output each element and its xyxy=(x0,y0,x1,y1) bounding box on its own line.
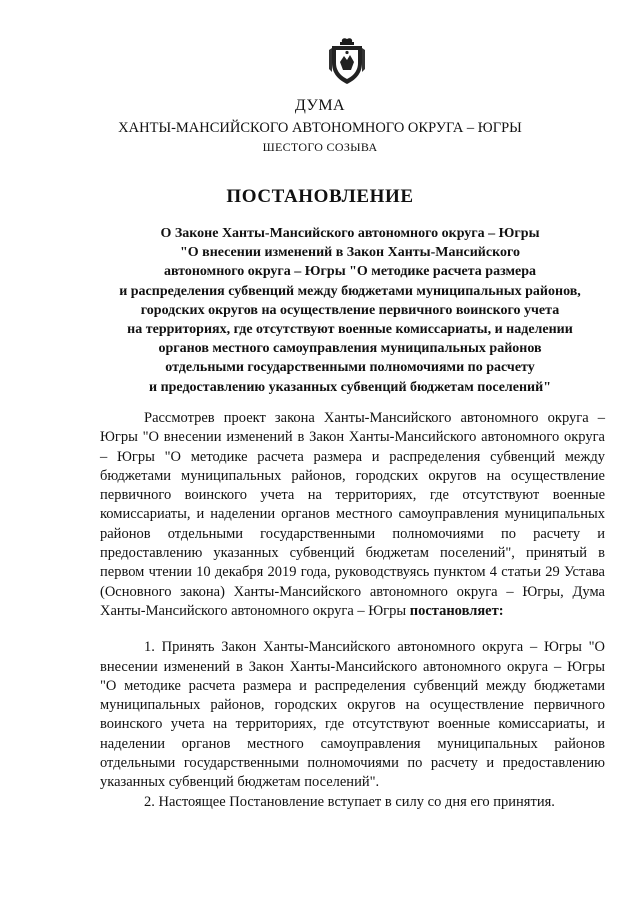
title-line: "О внесении изменений в Закон Ханты-Мансийского xyxy=(180,245,520,261)
preamble-text: Рассмотрев проект закона Ханты-Мансийского автономного округа – Югры "О внесении изменений в Закон Ханты-Мансийского автономного округа – Югры "О методике расчета размера и распределения субвенций между бюджетами муниципальных районов, городских округов на осуществление первичного воинского учета на территориях, где отсутствуют военные комиссариаты, и наделении органов местного самоуправления муниципальных районов отдельными государственными полномочиями по расчету и предоставлению указанных субвенций бюджетам поселений", принятый в первом чтении 10 декабря 2019 года, руководствуясь пунктом 4 статьи 29 Устава (Основного закона) Ханты-Мансийского автономного округа – Югры, Дума Ханты-Мансийского автономного округа – Югры xyxy=(100,410,605,619)
title-line: автономного округа – Югры "О методике расчета размера xyxy=(163,264,537,280)
title-line: отдельными государственными полномочиями по расчету xyxy=(165,360,535,376)
title-line: на территориях, где отсутствуют военные комиссариаты, и наделении xyxy=(127,322,573,338)
document-body xyxy=(100,409,605,812)
title-line: органов местного самоуправления муниципальных районов xyxy=(158,341,542,357)
title-line: и распределения субвенций между бюджетами муниципальных районов, xyxy=(119,283,581,299)
document-type: ПОСТАНОВЛЕНИЕ xyxy=(226,186,414,207)
organization-name: ДУМА xyxy=(294,97,346,114)
convocation: ШЕСТОГО СОЗЫВА xyxy=(262,140,378,154)
resolution-item-2: 2. Настоящее Постановление вступает в силу со дня его принятия. xyxy=(144,793,555,810)
organization-region: ХАНТЫ-МАНСИЙСКОГО АВТОНОМНОГО ОКРУГА – ЮГРЫ xyxy=(118,120,522,136)
coat-of-arms-icon xyxy=(327,36,367,86)
title-line: О Законе Ханты-Мансийского автономного округа – Югры xyxy=(160,226,540,241)
resolution-item-1: 1. Принять Закон Ханты-Мансийского автономного округа – Югры "О внесении изменений в Закон Ханты-Мансийского автономного округа – Югры "О методике расчета размера и распределения субвенций между бюджетами муниципальных районов, городских округов на осуществление первичного воинского учета на территориях, где отсутствуют военные комиссариаты, и наделении органов местного самоуправления муниципальных районов отдельными государственными полномочиями по расчету и предоставлению указанных субвенций бюджетам поселений". xyxy=(100,639,605,791)
resolves-verb: постановляет: xyxy=(409,602,504,619)
preamble-paragraph xyxy=(100,409,605,621)
title-line: городских округов на осуществление первичного воинского учета xyxy=(140,302,560,318)
title-line: и предоставлению указанных субвенций бюджетам поселений" xyxy=(149,379,551,395)
document-title xyxy=(90,224,610,397)
